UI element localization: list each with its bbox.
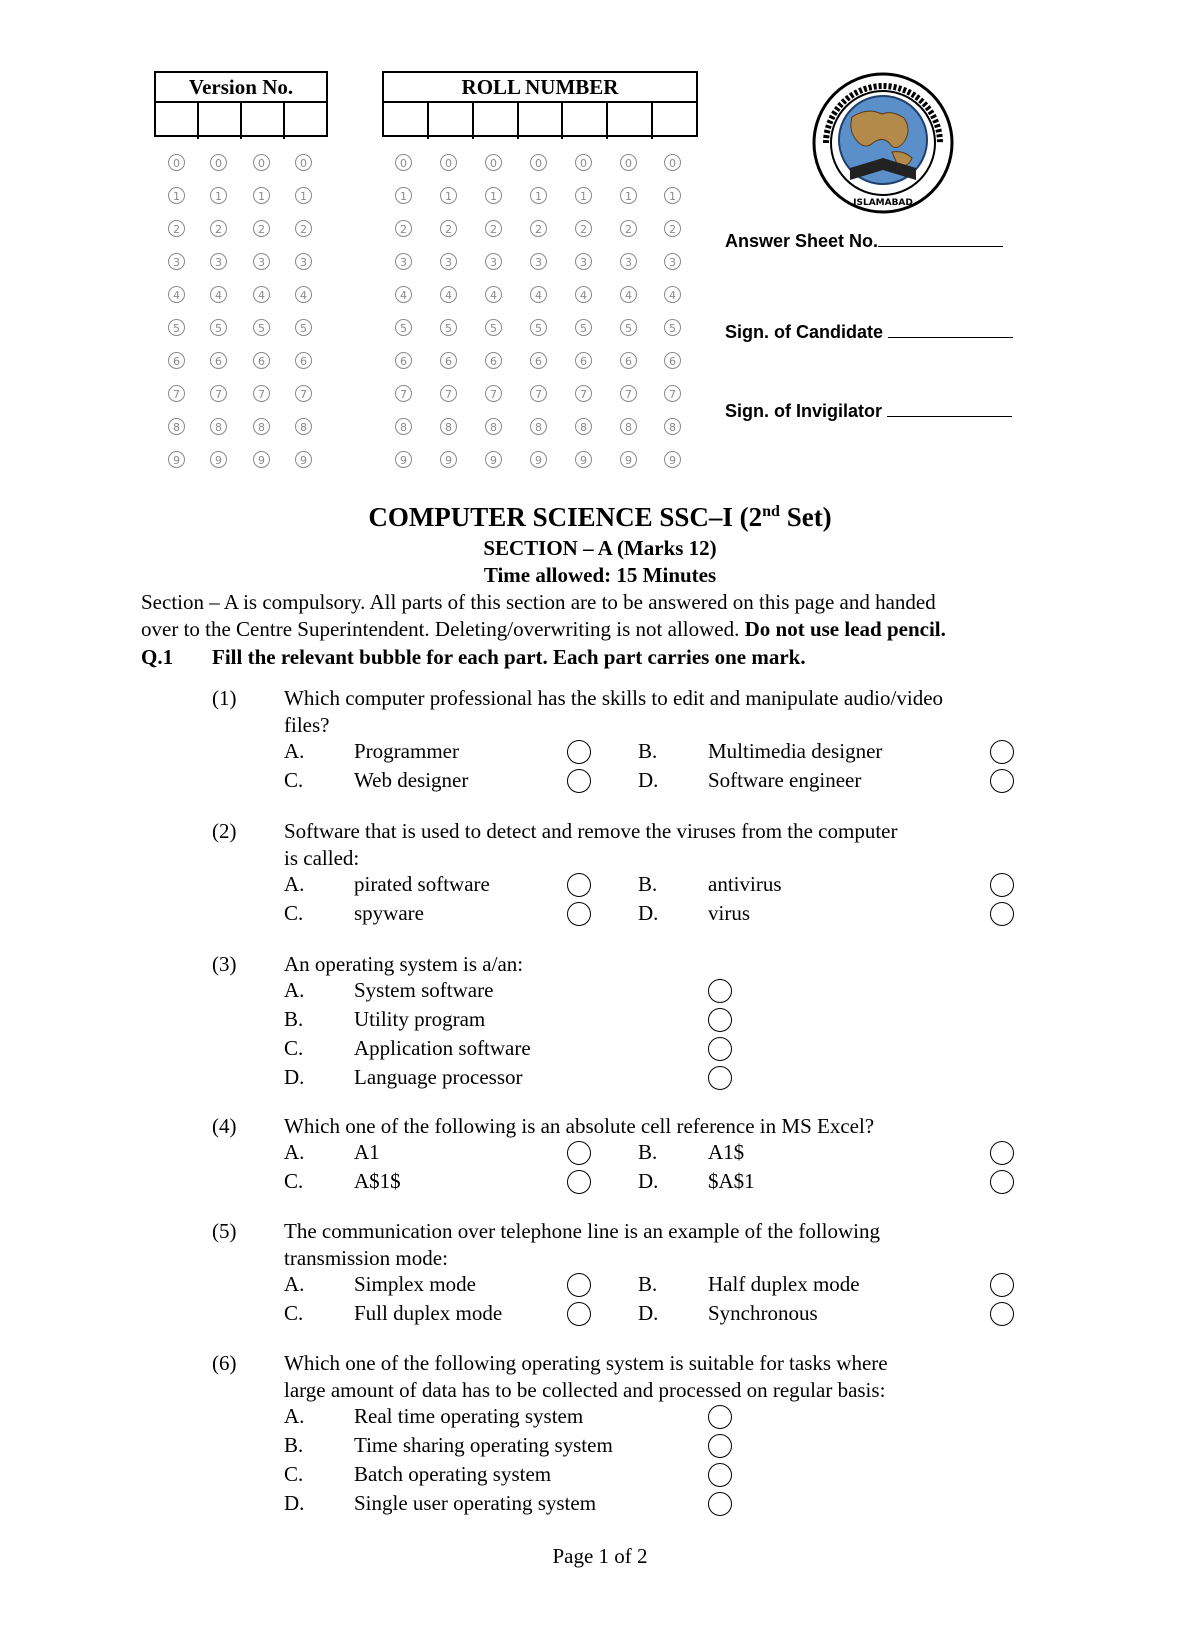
option-letter: A. xyxy=(284,739,305,763)
roll-bubble[interactable]: 9 xyxy=(485,451,502,468)
version-bubble[interactable]: 4 xyxy=(253,286,270,303)
roll-bubble[interactable]: 1 xyxy=(440,187,457,204)
answer-bubble[interactable] xyxy=(990,740,1014,764)
roll-bubble[interactable]: 3 xyxy=(485,253,502,270)
option-letter: C. xyxy=(284,901,304,925)
roll-bubble[interactable]: 5 xyxy=(664,319,681,336)
question-text: is called: xyxy=(284,846,360,870)
roll-bubble[interactable]: 7 xyxy=(440,385,457,402)
version-box xyxy=(154,71,328,137)
answer-sheet-label: Answer Sheet No. xyxy=(725,231,879,251)
question-text: large amount of data has to be collected and processed on regular basis: xyxy=(284,1378,886,1402)
roll-bubble[interactable]: 7 xyxy=(395,385,412,402)
option-letter: B. xyxy=(638,1272,658,1296)
roll-bubble[interactable]: 7 xyxy=(664,385,681,402)
version-bubble[interactable]: 1 xyxy=(295,187,312,204)
question-text: files? xyxy=(284,713,330,737)
answer-bubble[interactable] xyxy=(708,1492,732,1516)
roll-bubble[interactable]: 8 xyxy=(395,418,412,435)
option-letter: C. xyxy=(284,1301,304,1325)
version-bubble[interactable]: 9 xyxy=(210,451,227,468)
option-letter: D. xyxy=(638,901,659,925)
option-text: Full duplex mode xyxy=(354,1301,503,1325)
roll-bubble[interactable]: 0 xyxy=(575,154,592,171)
version-bubble[interactable]: 5 xyxy=(253,319,270,336)
roll-bubble[interactable]: 0 xyxy=(395,154,412,171)
question-text: The communication over telephone line is an example of the following xyxy=(284,1219,880,1243)
version-bubble[interactable]: 6 xyxy=(295,352,312,369)
version-bubble[interactable]: 0 xyxy=(253,154,270,171)
question-text: Software that is used to detect and remove the viruses from the computer xyxy=(284,819,898,843)
roll-bubble[interactable]: 6 xyxy=(440,352,457,369)
roll-bubble[interactable]: 5 xyxy=(440,319,457,336)
version-bubble[interactable]: 2 xyxy=(210,220,227,237)
option-text: spyware xyxy=(354,901,424,925)
option-text: A1$ xyxy=(708,1140,745,1164)
option-text: antivirus xyxy=(708,872,782,896)
invigilator-sign-field xyxy=(725,398,1012,422)
version-bubble[interactable]: 9 xyxy=(168,451,185,468)
q1-number: Q.1 xyxy=(141,645,174,669)
roll-bubble[interactable]: 3 xyxy=(664,253,681,270)
roll-bubble[interactable]: 0 xyxy=(485,154,502,171)
version-bubble[interactable]: 7 xyxy=(210,385,227,402)
option-letter: B. xyxy=(638,739,658,763)
version-bubble[interactable]: 0 xyxy=(295,154,312,171)
logo-text: ISLAMABAD xyxy=(853,198,913,208)
roll-bubble[interactable]: 1 xyxy=(395,187,412,204)
roll-bubble[interactable]: 7 xyxy=(485,385,502,402)
roll-bubble[interactable]: 8 xyxy=(485,418,502,435)
roll-digit-cell[interactable] xyxy=(563,103,608,139)
option-text: Half duplex mode xyxy=(708,1272,860,1296)
version-digit-cell[interactable] xyxy=(156,103,199,139)
option-letter: A. xyxy=(284,1140,305,1164)
roll-bubble[interactable]: 5 xyxy=(395,319,412,336)
answer-bubble[interactable] xyxy=(990,1170,1014,1194)
version-bubble[interactable]: 7 xyxy=(168,385,185,402)
option-letter: C. xyxy=(284,1462,304,1486)
question-number: (5) xyxy=(212,1219,237,1243)
question-text: Which one of the following is an absolute cell reference in MS Excel? xyxy=(284,1114,875,1138)
option-text: $A$1 xyxy=(708,1169,755,1193)
roll-bubble[interactable]: 6 xyxy=(530,352,547,369)
option-letter: C. xyxy=(284,1169,304,1193)
roll-bubble[interactable]: 4 xyxy=(664,286,681,303)
option-letter: C. xyxy=(284,1036,304,1060)
version-bubble[interactable]: 8 xyxy=(253,418,270,435)
roll-digit-cell[interactable] xyxy=(519,103,564,139)
q1-instruction: Fill the relevant bubble for each part. Each part carries one mark. xyxy=(212,645,806,669)
roll-bubble[interactable]: 2 xyxy=(664,220,681,237)
question-number: (4) xyxy=(212,1114,237,1138)
answer-bubble[interactable] xyxy=(567,769,591,793)
roll-bubble[interactable]: 4 xyxy=(575,286,592,303)
roll-bubble[interactable]: 1 xyxy=(485,187,502,204)
roll-bubble[interactable]: 9 xyxy=(530,451,547,468)
answer-bubble[interactable] xyxy=(708,1463,732,1487)
version-bubble[interactable]: 6 xyxy=(210,352,227,369)
board-logo-icon xyxy=(812,72,954,214)
roll-bubble[interactable]: 1 xyxy=(664,187,681,204)
roll-bubble[interactable]: 2 xyxy=(395,220,412,237)
answer-bubble[interactable] xyxy=(990,902,1014,926)
option-letter: D. xyxy=(638,1301,659,1325)
version-bubble[interactable]: 6 xyxy=(253,352,270,369)
answer-bubble[interactable] xyxy=(990,1141,1014,1165)
roll-number-box xyxy=(382,71,698,137)
answer-bubble[interactable] xyxy=(567,1141,591,1165)
option-text: A1 xyxy=(354,1140,380,1164)
option-letter: C. xyxy=(284,768,304,792)
answer-bubble[interactable] xyxy=(567,740,591,764)
version-bubble[interactable]: 2 xyxy=(295,220,312,237)
roll-bubble[interactable]: 7 xyxy=(575,385,592,402)
option-text: Software engineer xyxy=(708,768,862,792)
option-text: A$1$ xyxy=(354,1169,401,1193)
answer-bubble[interactable] xyxy=(567,902,591,926)
option-letter: A. xyxy=(284,1272,305,1296)
invigilator-sign-blank[interactable] xyxy=(887,398,1012,417)
version-bubble[interactable]: 9 xyxy=(295,451,312,468)
option-letter: D. xyxy=(638,1169,659,1193)
roll-bubble[interactable]: 0 xyxy=(620,154,637,171)
candidate-sign-field xyxy=(725,319,1013,343)
roll-bubble[interactable]: 1 xyxy=(575,187,592,204)
candidate-sign-blank[interactable] xyxy=(888,319,1013,338)
roll-digit-cell[interactable] xyxy=(474,103,519,139)
answer-bubble[interactable] xyxy=(990,1302,1014,1326)
version-bubble[interactable]: 5 xyxy=(168,319,185,336)
version-bubble[interactable]: 4 xyxy=(210,286,227,303)
instructions xyxy=(141,589,1061,643)
roll-bubble[interactable]: 3 xyxy=(575,253,592,270)
roll-bubble[interactable]: 2 xyxy=(485,220,502,237)
option-text: Multimedia designer xyxy=(708,739,883,763)
option-letter: A. xyxy=(284,978,305,1002)
question-text: transmission mode: xyxy=(284,1246,448,1270)
answer-bubble[interactable] xyxy=(708,979,732,1003)
option-text: Language processor xyxy=(354,1065,523,1089)
candidate-sign-label: Sign. of Candidate xyxy=(725,322,884,342)
option-text: Synchronous xyxy=(708,1301,818,1325)
roll-bubble[interactable]: 6 xyxy=(485,352,502,369)
answer-bubble[interactable] xyxy=(990,873,1014,897)
roll-number-label: ROLL NUMBER xyxy=(384,73,696,103)
version-bubble[interactable]: 7 xyxy=(295,385,312,402)
roll-bubble[interactable]: 7 xyxy=(530,385,547,402)
roll-bubble[interactable]: 0 xyxy=(530,154,547,171)
version-bubble[interactable]: 4 xyxy=(295,286,312,303)
roll-bubble[interactable]: 8 xyxy=(575,418,592,435)
time-allowed: Time allowed: 15 Minutes xyxy=(483,563,717,587)
roll-bubble[interactable]: 9 xyxy=(440,451,457,468)
roll-bubble[interactable]: 8 xyxy=(440,418,457,435)
option-text: Time sharing operating system xyxy=(354,1433,613,1457)
option-text: virus xyxy=(708,901,750,925)
roll-bubble[interactable]: 4 xyxy=(440,286,457,303)
roll-bubble[interactable]: 6 xyxy=(575,352,592,369)
version-digit-cell[interactable] xyxy=(285,103,326,139)
question-text: Which one of the following operating system is suitable for tasks where xyxy=(284,1351,888,1375)
question-number: (2) xyxy=(212,819,237,843)
roll-bubble[interactable]: 3 xyxy=(395,253,412,270)
version-bubble[interactable]: 3 xyxy=(210,253,227,270)
answer-bubble[interactable] xyxy=(708,1434,732,1458)
question-text: An operating system is a/an: xyxy=(284,952,524,976)
roll-bubble[interactable]: 6 xyxy=(664,352,681,369)
roll-bubble[interactable]: 9 xyxy=(620,451,637,468)
option-letter: D. xyxy=(284,1491,305,1515)
roll-bubble[interactable]: 4 xyxy=(530,286,547,303)
roll-bubble[interactable]: 8 xyxy=(530,418,547,435)
answer-bubble[interactable] xyxy=(990,1273,1014,1297)
roll-bubble[interactable]: 8 xyxy=(664,418,681,435)
answer-bubble[interactable] xyxy=(708,1037,732,1061)
roll-bubble[interactable]: 0 xyxy=(664,154,681,171)
section-heading: SECTION – A (Marks 12) xyxy=(483,536,717,560)
option-letter: B. xyxy=(284,1433,304,1457)
instruction-line-2: over to the Centre Superintendent. Deleting/overwriting is not allowed. Do not use lead pencil. xyxy=(141,617,946,641)
option-letter: D. xyxy=(638,768,659,792)
roll-digit-cell[interactable] xyxy=(608,103,653,139)
roll-bubble[interactable]: 1 xyxy=(530,187,547,204)
option-text: Utility program xyxy=(354,1007,486,1031)
answer-bubble[interactable] xyxy=(708,1066,732,1090)
version-bubble[interactable]: 3 xyxy=(168,253,185,270)
roll-bubble[interactable]: 8 xyxy=(620,418,637,435)
version-digit-cell[interactable] xyxy=(199,103,242,139)
answer-bubble[interactable] xyxy=(990,769,1014,793)
answer-bubble[interactable] xyxy=(567,1170,591,1194)
roll-bubble[interactable]: 4 xyxy=(620,286,637,303)
option-text: Real time operating system xyxy=(354,1404,584,1428)
roll-bubble[interactable]: 2 xyxy=(530,220,547,237)
roll-bubble[interactable]: 9 xyxy=(395,451,412,468)
roll-bubble[interactable]: 4 xyxy=(485,286,502,303)
option-letter: B. xyxy=(284,1007,304,1031)
roll-bubble[interactable]: 9 xyxy=(575,451,592,468)
answer-bubble[interactable] xyxy=(567,1302,591,1326)
option-text: Programmer xyxy=(354,739,459,763)
roll-bubble[interactable]: 6 xyxy=(620,352,637,369)
answer-bubble[interactable] xyxy=(567,873,591,897)
version-bubble[interactable]: 3 xyxy=(253,253,270,270)
version-bubble[interactable]: 5 xyxy=(210,319,227,336)
version-bubble[interactable]: 5 xyxy=(295,319,312,336)
answer-sheet-field xyxy=(725,228,1003,252)
version-label: Version No. xyxy=(156,73,326,103)
question-number: (3) xyxy=(212,952,237,976)
version-bubble[interactable]: 4 xyxy=(168,286,185,303)
option-letter: D. xyxy=(284,1065,305,1089)
option-text: Simplex mode xyxy=(354,1272,476,1296)
roll-bubble[interactable]: 4 xyxy=(395,286,412,303)
answer-sheet-blank[interactable] xyxy=(878,228,1003,247)
answer-bubble[interactable] xyxy=(708,1008,732,1032)
option-text: Batch operating system xyxy=(354,1462,552,1486)
instruction-line-1: Section – A is compulsory. All parts of this section are to be answered on this page and handed xyxy=(141,590,936,614)
roll-digit-cell[interactable] xyxy=(429,103,474,139)
version-bubble[interactable]: 8 xyxy=(210,418,227,435)
page-footer: Page 1 of 2 xyxy=(552,1544,648,1568)
roll-bubble[interactable]: 2 xyxy=(575,220,592,237)
roll-bubble[interactable]: 2 xyxy=(620,220,637,237)
version-bubble[interactable]: 2 xyxy=(253,220,270,237)
option-text: Single user operating system xyxy=(354,1491,597,1515)
roll-bubble[interactable]: 2 xyxy=(440,220,457,237)
option-text: pirated software xyxy=(354,872,490,896)
roll-bubble[interactable]: 3 xyxy=(620,253,637,270)
option-letter: A. xyxy=(284,872,305,896)
option-letter: B. xyxy=(638,872,658,896)
version-bubble[interactable]: 6 xyxy=(168,352,185,369)
option-letter: B. xyxy=(638,1140,658,1164)
page-title: COMPUTER SCIENCE SSC–I (2nd Set) xyxy=(368,502,832,532)
option-text: Application software xyxy=(354,1036,531,1060)
option-text: Web designer xyxy=(354,768,469,792)
option-letter: A. xyxy=(284,1404,305,1428)
version-bubble[interactable]: 0 xyxy=(168,154,185,171)
version-bubble[interactable]: 0 xyxy=(210,154,227,171)
version-bubble[interactable]: 9 xyxy=(253,451,270,468)
roll-bubble[interactable]: 5 xyxy=(620,319,637,336)
roll-digit-cell[interactable] xyxy=(384,103,429,139)
question-number: (1) xyxy=(212,686,237,710)
roll-bubble[interactable]: 1 xyxy=(620,187,637,204)
question-text: Which computer professional has the skills to edit and manipulate audio/video xyxy=(284,686,944,710)
roll-bubble[interactable]: 6 xyxy=(395,352,412,369)
version-bubble[interactable]: 8 xyxy=(168,418,185,435)
roll-digit-cell[interactable] xyxy=(653,103,696,139)
question-number: (6) xyxy=(212,1351,237,1375)
version-bubble[interactable]: 3 xyxy=(295,253,312,270)
roll-bubble[interactable]: 7 xyxy=(620,385,637,402)
version-digit-cell[interactable] xyxy=(242,103,285,139)
answer-bubble[interactable] xyxy=(708,1405,732,1429)
roll-bubble[interactable]: 9 xyxy=(664,451,681,468)
version-bubble[interactable]: 1 xyxy=(253,187,270,204)
version-bubble[interactable]: 2 xyxy=(168,220,185,237)
roll-bubble[interactable]: 0 xyxy=(440,154,457,171)
version-bubble[interactable]: 1 xyxy=(168,187,185,204)
version-bubble[interactable]: 1 xyxy=(210,187,227,204)
roll-bubble[interactable]: 3 xyxy=(530,253,547,270)
roll-bubble[interactable]: 5 xyxy=(575,319,592,336)
roll-bubble[interactable]: 5 xyxy=(530,319,547,336)
option-text: System software xyxy=(354,978,494,1002)
version-bubble[interactable]: 7 xyxy=(253,385,270,402)
roll-bubble[interactable]: 3 xyxy=(440,253,457,270)
version-bubble[interactable]: 8 xyxy=(295,418,312,435)
invigilator-sign-label: Sign. of Invigilator xyxy=(725,401,882,421)
roll-bubble[interactable]: 5 xyxy=(485,319,502,336)
answer-bubble[interactable] xyxy=(567,1273,591,1297)
